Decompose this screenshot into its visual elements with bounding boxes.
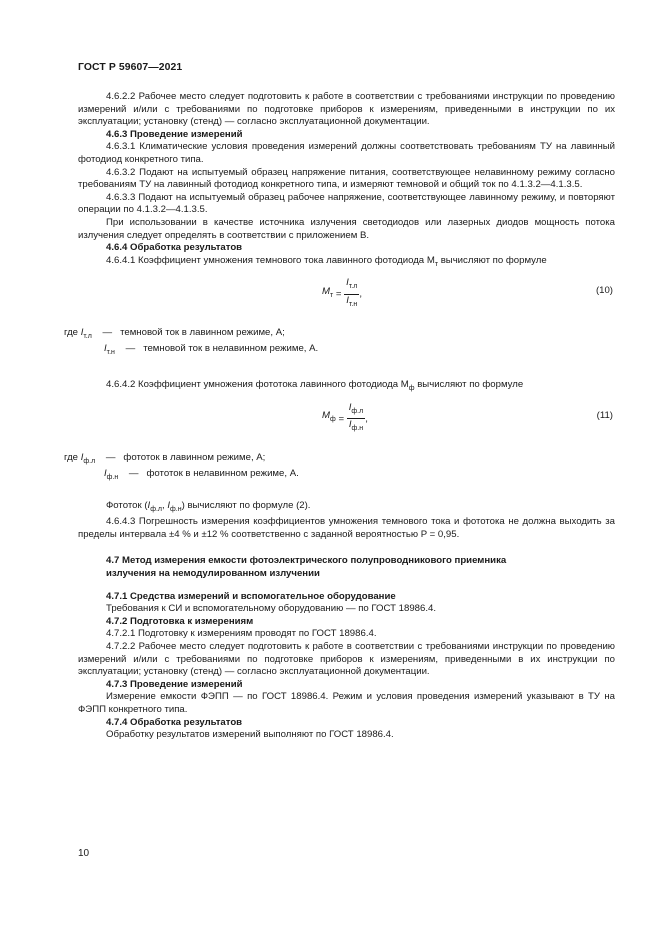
- equation-number-10: (10): [595, 285, 613, 297]
- definitions-11: [64, 451, 615, 490]
- paragraph-photocurrent: Фототок ($I_{ф.л}$, $I_{ф.н}$) вычисляют по формуле (2).: [106, 499, 311, 513]
- paragraph-radiation-source: При использовании в качестве источника излучения светодиодов или лазерных диодов мощность потока излучения следует определять в соответствии с приложением В.: [78, 216, 615, 241]
- paragraph-4632: 4.6.3.2 Подают на испытуемый образец напряжение питания, соответствующее нелавинному режиму согласно требованиям ТУ на лавинный фотодиод конкретного типа, и измеряют темновой и общий ток по 4.1.3.2—4.1.3.5.: [78, 166, 615, 191]
- heading-472: 4.7.2 Подготовка к измерениям: [106, 615, 254, 627]
- paragraph-4722: 4.7.2.2 Рабочее место следует подготовить к работе в соответствии с требованиями инструкции по проведению измерений и/или с требованиями по подготовке приборов к измерениям, приведенными в их инструкции по эксплуатации; установку (стенд) — согласно эксплуатационной документации.: [78, 640, 615, 678]
- paragraph-4642: 4.6.4.2 Коэффициент умножения фототока лавинного фотодиода $M_ф$ вычисляют по формуле: [106, 379, 524, 393]
- definition-row: где $I_{т.л}$ — темновой ток в лавинном режиме, А;: [64, 327, 285, 341]
- paragraph-473: Измерение емкости ФЭПП — по ГОСТ 18986.4. Режим и условия проведения измерений указывают в ТУ на ФЭПП конкретного типа.: [78, 691, 615, 715]
- heading-464: 4.6.4 Обработка результатов: [106, 242, 243, 254]
- page-number: 10: [78, 848, 90, 859]
- formula-11-lhs: $M_ф$: [322, 410, 336, 424]
- formula-10-lhs: $M_т$: [322, 285, 334, 299]
- heading-463: 4.6.3 Проведение измерений: [106, 128, 243, 140]
- heading-47: 4.7 Метод измерения емкости фотоэлектрического полупроводникового приемника излучения на немодулированном излучении: [106, 555, 507, 579]
- definition-row: $I_{ф.н}$ — фототок в нелавинном режиме, А.: [104, 467, 299, 481]
- heading-473: 4.7.3 Проведение измерений: [106, 678, 243, 690]
- formula-10-fraction: $\frac{I_{т.л}}{I_{т.н}}$: [346, 277, 358, 308]
- definition-row: $I_{т.н}$ — темновой ток в нелавинном режиме, А.: [104, 343, 319, 357]
- paragraph-4633: 4.6.3.3 Подают на испытуемый образец рабочее напряжение, соответствующее лавинному режиму, и повторяют операции по 4.1.3.2—4.1.3.5.: [78, 191, 615, 216]
- paragraph-471: Требования к СИ и вспомогательному оборудованию — по ГОСТ 18986.4.: [106, 603, 436, 615]
- paragraph-4622: 4.6.2.2 Рабочее место следует подготовить к работе в соответствии с требованиями инструкции по проведению измерений и/или с требованиями по подготовке приборов к измерениям, приведенными в инструкции по их эксплуатации; установку (стенд) — согласно эксплуатационной документации.: [78, 91, 615, 128]
- definitions-10: [64, 327, 615, 365]
- formula-11-fraction: $\frac{I_{ф.л}}{I_{ф.н}}$: [348, 401, 364, 433]
- heading-474: 4.7.4 Обработка результатов: [106, 716, 243, 728]
- formula-10: $M_т$ = $\frac{I_{т.л}}{I_{т.н}}$ , (10): [78, 271, 615, 327]
- paragraph-4721: 4.7.2.1 Подготовку к измерениям проводят по ГОСТ 18986.4.: [106, 628, 377, 640]
- paragraph-474: Обработку результатов измерений выполняют по ГОСТ 18986.4.: [106, 729, 394, 741]
- equals-sign: =: [335, 288, 342, 300]
- equals-sign: =: [338, 413, 345, 425]
- paragraph-4643: 4.6.4.3 Погрешность измерения коэффициентов умножения темнового тока и фототока не должна выходить за пределы интервала ±4 % и ±12 % соответственно с заданной вероятностью P = 0,95.: [78, 516, 615, 540]
- paragraph-4631: 4.6.3.1 Климатические условия проведения измерений должны соответствовать требованиям ТУ на лавинный фотодиод конкретного типа.: [78, 141, 615, 165]
- definition-row: где $I_{ф.л}$ — фототок в лавинном режиме, А;: [64, 451, 266, 465]
- equation-number-11: (11): [596, 409, 613, 421]
- document-body: [64, 91, 615, 742]
- paragraph-4641: 4.6.4.1 Коэффициент умножения темнового тока лавинного фотодиода $M_т$ вычисляют по формуле: [106, 254, 547, 268]
- document-header: ГОСТ Р 59607—2021: [78, 62, 183, 73]
- heading-471: 4.7.1 Средства измерений и вспомогательное оборудование: [106, 590, 396, 602]
- formula-11: $M_ф$ = $\frac{I_{ф.л}}{I_{ф.н}}$ , (11): [78, 396, 615, 452]
